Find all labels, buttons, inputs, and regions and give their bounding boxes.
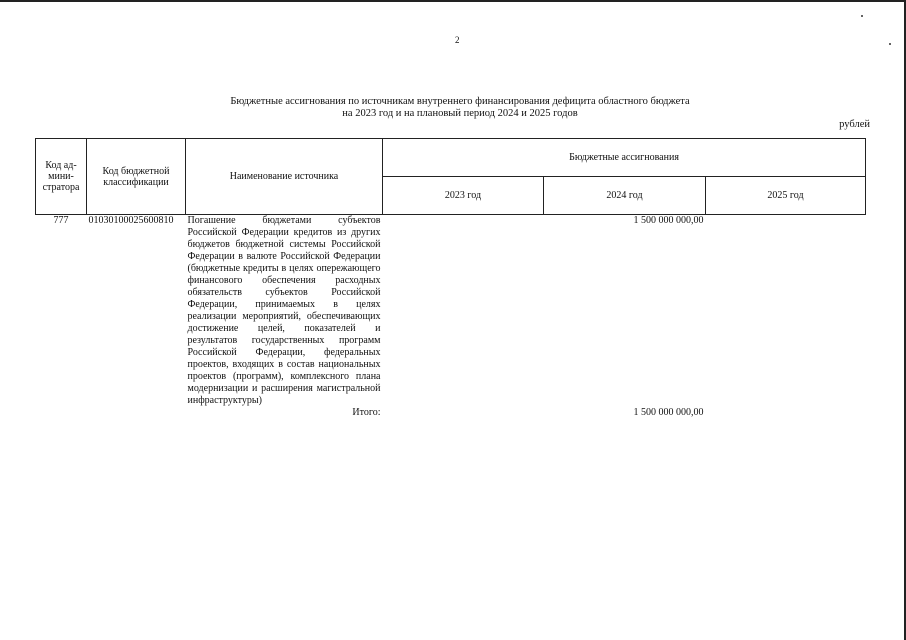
title-line-1: Бюджетные ассигнования по источникам внутреннего финансирования дефицита областного бюджета — [230, 96, 690, 107]
total-amount-2023 — [383, 407, 544, 419]
total-blank-code — [87, 407, 186, 419]
budget-allocations-table — [35, 138, 866, 419]
total-amount-2024: 1 500 000 000,00 — [633, 407, 704, 418]
cell-admin-code: 777 — [53, 215, 69, 226]
document-title — [0, 96, 906, 120]
header-year-2024: 2024 год — [544, 177, 706, 215]
scan-speck — [861, 15, 863, 17]
header-allocations: Бюджетные ассигнования — [383, 139, 866, 177]
cell-amount-2025 — [706, 215, 866, 408]
cell-amount-2024: 1 500 000 000,00 — [633, 215, 704, 226]
table-row — [36, 215, 866, 408]
page-number: 2 — [455, 35, 460, 45]
cell-amount-2023 — [383, 215, 544, 408]
scan-speck — [889, 43, 891, 45]
cell-source-name: Погашение бюджетами субъектов Российской Федерации кредитов из других бюджетов бюджетной системы Российской Федерации в валюте Российской Федерации (бюджетные кредиты в целях опережающего финансового обеспечения расходных обязательств субъектов Российской Федерации, принимаемых в целях реализации мероприятий, обеспечивающих достижение целей, показателей и результатов государственных программ Российской Федерации, федеральных проектов, входящих в состав национальных проектов (программ), комплексного плана модернизации и расширения магистральной инфраструктуры) — [187, 215, 381, 406]
title-line-2: на 2023 год и на плановый период 2024 и 2025 годов — [342, 108, 578, 119]
header-budget-code: Код бюджетной классификации — [87, 139, 186, 215]
header-admin-code: Код ад-мини-стратора — [36, 139, 87, 215]
total-row — [36, 407, 866, 419]
cell-budget-code: 01030100025600810 — [88, 215, 174, 226]
page-border-top — [0, 0, 906, 2]
header-source-name: Наименование источника — [186, 139, 383, 215]
total-blank-admin — [36, 407, 87, 419]
header-year-2023: 2023 год — [383, 177, 544, 215]
header-year-2025: 2025 год — [706, 177, 866, 215]
total-amount-2025 — [706, 407, 866, 419]
units-label: рублей — [839, 119, 870, 130]
total-label: Итого: — [352, 407, 381, 418]
